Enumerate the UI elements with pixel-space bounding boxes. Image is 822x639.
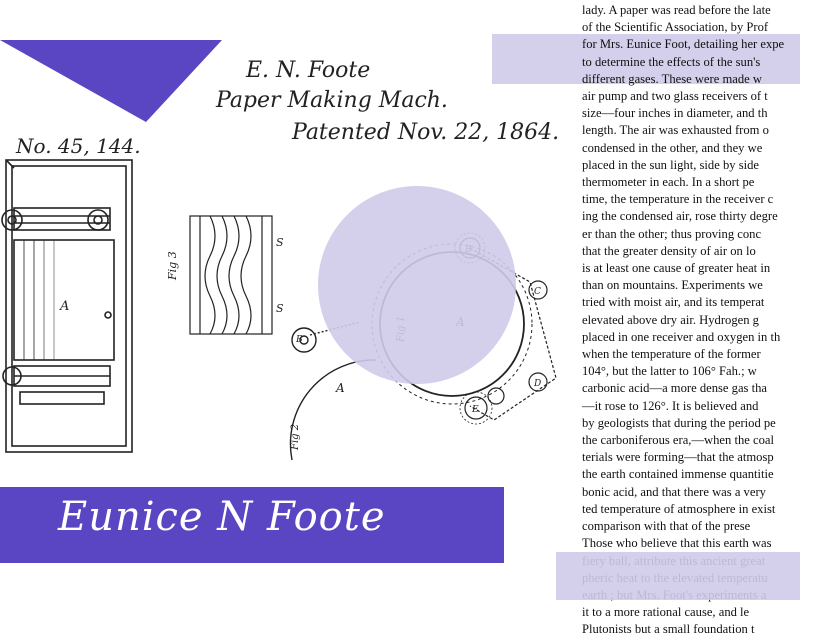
- lavender-circle: [318, 186, 516, 384]
- purple-triangle-shape: [0, 40, 222, 122]
- label-e: E: [472, 405, 479, 415]
- article-line: length. The air was exhausted from o: [582, 123, 769, 138]
- article-line: than on mountains. Experiments we: [582, 278, 763, 293]
- drum-axle: [105, 312, 111, 318]
- article-line: Those who believe that this earth was: [582, 536, 772, 551]
- article-line: placed in one receiver and oxygen in th: [582, 329, 781, 344]
- article-line: bonic acid, and that there was a very: [582, 484, 766, 499]
- article-line: er than the other; thus proving conc: [582, 226, 762, 241]
- article-line: when the temperature of the former: [582, 347, 761, 362]
- article-line: carbonic acid—a more dense gas tha: [582, 381, 767, 396]
- newspaper-article: [582, 2, 822, 637]
- patent-date: Patented Nov. 22, 1864.: [292, 120, 560, 145]
- label-s-1: S: [276, 236, 284, 249]
- label-a-left: A: [60, 299, 70, 314]
- roller-end-right: [88, 210, 108, 230]
- screen-wave-3: [229, 216, 239, 334]
- screen-wave-2: [217, 216, 227, 334]
- article-line: elevated above dry air. Hydrogen g: [582, 312, 759, 327]
- article-line: condensed in the other, and they we: [582, 140, 763, 155]
- label-c: C: [534, 287, 541, 297]
- article-line: Plutonists but a small foundation t: [582, 622, 755, 637]
- fig2-arc: [290, 360, 376, 460]
- article-line: —it rose to 126°. It is believed and: [582, 398, 759, 413]
- patent-inventor: E. N. Foote: [246, 58, 371, 83]
- article-line: thermometer in each. In a short pe: [582, 175, 755, 190]
- article-line: ing the condensed air, rose thirty degre: [582, 209, 778, 224]
- article-line: the earth contained immense quantitie: [582, 467, 774, 482]
- article-line: terials were forming—that the atmosp: [582, 450, 774, 465]
- article-line: air pump and two glass receivers of t: [582, 89, 768, 104]
- label-s-2: S: [276, 302, 284, 315]
- patent-title: Paper Making Mach.: [216, 88, 448, 113]
- patent-number: No. 45, 144.: [16, 134, 141, 158]
- article-line: that the greater density of air on lo: [582, 243, 756, 258]
- article-line: of the Scientific Association, by Prof: [582, 20, 769, 35]
- article-line: by geologists that during the period pe: [582, 415, 776, 430]
- article-line: time, the temperature in the receiver c: [582, 192, 774, 207]
- article-line: to determine the effects of the sun's: [582, 54, 761, 69]
- article-line: is at least one cause of greater heat in: [582, 261, 771, 276]
- frame-corner: [6, 160, 14, 168]
- article-line: placed in the sun light, side by side: [582, 157, 759, 172]
- article-line: size—four inches in diameter, and th: [582, 106, 768, 121]
- article-line: different gases. These were made w: [582, 71, 762, 86]
- top-roller: [14, 208, 110, 230]
- label-fig3: Fig 3: [166, 251, 179, 280]
- purple-triangle: [0, 40, 222, 122]
- article-line: it to a more rational cause, and le: [582, 605, 750, 620]
- article-line: tried with moist air, and its temperat: [582, 295, 765, 310]
- fig3-screen: [190, 216, 272, 334]
- article-line: 104°, but the latter to 106° Fah.; w: [582, 364, 757, 379]
- lavender-rect-bottom: [556, 552, 800, 600]
- screen-frame: [190, 216, 272, 334]
- label-d: D: [534, 379, 542, 389]
- label-a-fig2: A: [336, 381, 345, 395]
- article-line: comparison with that of the prese: [582, 519, 751, 534]
- signature: Eunice N Foote: [58, 494, 386, 540]
- screen-wave-4: [241, 216, 251, 334]
- article-line: the carboniferous era,—when the coal: [582, 433, 774, 448]
- screen-wave-1: [205, 216, 215, 334]
- patent-header: [200, 58, 560, 168]
- article-line: ted temperature of atmosphere in exist: [582, 501, 776, 516]
- article-line: for Mrs. Eunice Foot, detailing her expe: [582, 37, 785, 52]
- article-line: lady. A paper was read before the late: [582, 3, 771, 17]
- lower-bar: [20, 392, 104, 404]
- label-fig2: Fig 2: [290, 423, 301, 450]
- label-b-fig2: B: [296, 335, 303, 345]
